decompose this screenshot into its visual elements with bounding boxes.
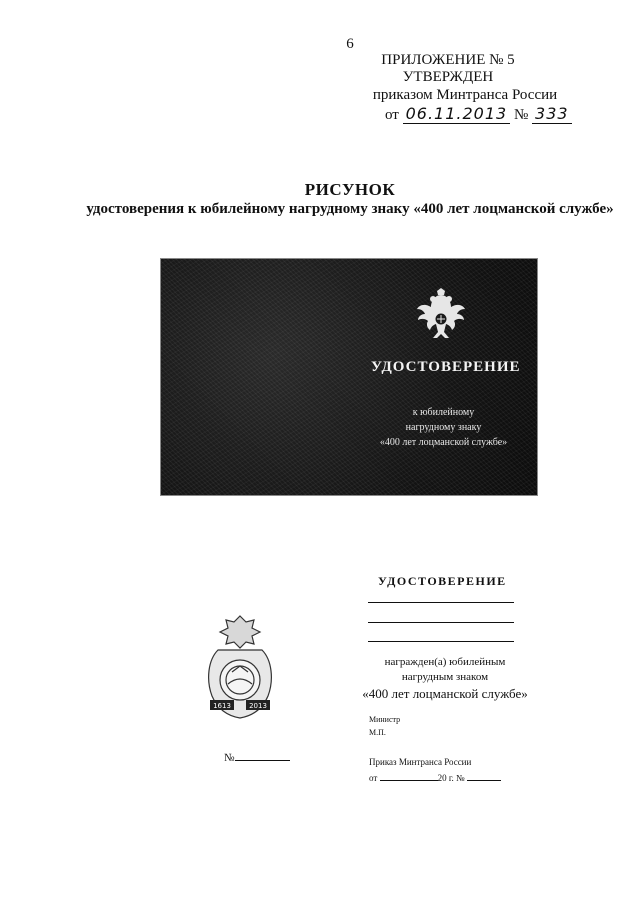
document-title: РИСУНОК [304, 180, 396, 199]
cover-line-1: к юбилейному [412, 407, 475, 418]
order-no-label: № [513, 107, 529, 123]
from-label: от [369, 773, 378, 783]
badge-year-start: 1613 [213, 702, 231, 710]
awarded-line-2: нагрудным знаком [401, 671, 489, 683]
appendix-label: ПРИЛОЖЕНИЕ № 5 [381, 52, 515, 68]
cover-line-2: нагрудному знаку [405, 422, 482, 433]
awarded-line-3: «400 лет лоцманской службе» [362, 686, 528, 701]
year-prefix: 20 [437, 773, 447, 783]
order-by-label: приказом Минтранса России [372, 87, 558, 103]
name-line-1 [368, 602, 514, 603]
seal-label: М.П. [369, 728, 386, 737]
awarded-line-1: награжден(а) юбилейным [384, 656, 506, 668]
approved-label: УТВЕРЖДЕН [402, 69, 494, 85]
minister-label: Министр [369, 715, 401, 724]
certificate-cover [160, 258, 538, 496]
cover-line-3: «400 лет лоцманской службе» [379, 437, 508, 448]
order-from-label: от [385, 107, 399, 123]
number-label: № [224, 752, 235, 764]
name-line-3 [368, 641, 514, 642]
date-blank [380, 780, 438, 781]
document-subtitle: удостоверения к юбилейному нагрудному знаку «400 лет лоцманской службе» [86, 201, 614, 217]
number-blank [235, 760, 290, 761]
badge-year-end: 2013 [249, 702, 267, 710]
year-suffix: г. № [448, 773, 465, 783]
certificate-number [224, 752, 290, 764]
order-date-line [369, 773, 501, 783]
page-number: 6 [346, 36, 354, 52]
double-headed-eagle-icon [415, 287, 467, 349]
cover-heading: УДОСТОВЕРЕНИЕ [371, 359, 521, 375]
order-label: Приказ Минтранса России [369, 757, 472, 767]
order-line [385, 104, 572, 124]
order-number-blank [467, 780, 501, 781]
inner-heading: УДОСТОВЕРЕНИЕ [378, 574, 507, 588]
name-line-2 [368, 622, 514, 623]
order-date: 06.11.2013 [403, 104, 511, 124]
order-number: 333 [532, 104, 572, 124]
pilot-service-badge-icon [198, 612, 282, 724]
